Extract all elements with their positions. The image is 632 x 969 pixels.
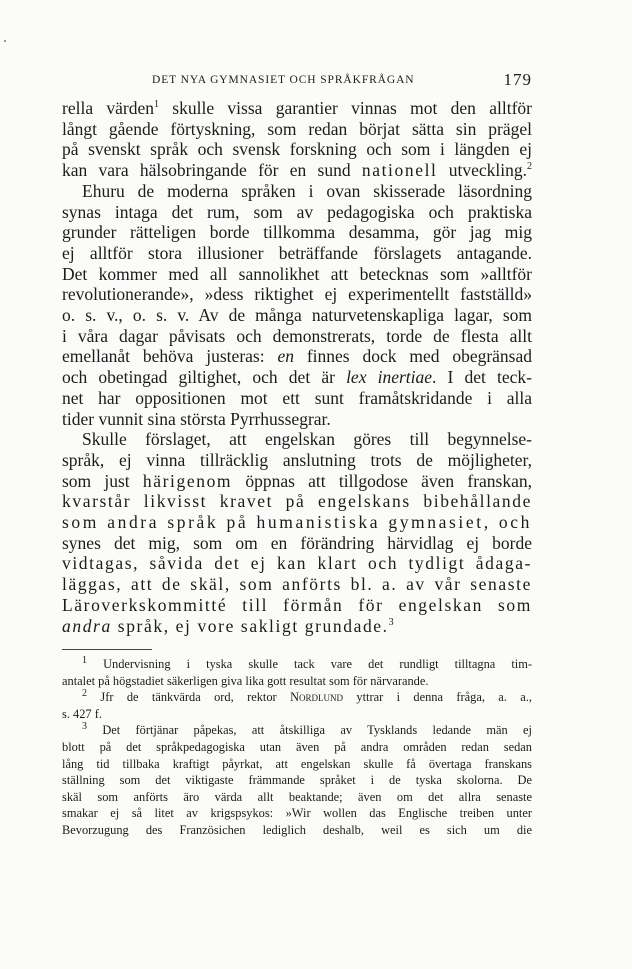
- text-line: Det kommer med all sannolikhet att betecknas som »alltför: [62, 263, 532, 284]
- footnote-3: $^3$ Det förtjänar påpekas, att åtskilliga av Tysklands ledande män ej: [82, 721, 532, 738]
- footnote-line: skäl som anförts äro värda allt beaktande; även om det allra senaste: [62, 789, 532, 804]
- text-line: revolutionerande», »dess riktighet ej experimentellt fastställd»: [62, 284, 532, 305]
- text-line: Läroverkskommitté till förmån för engelskan som: [62, 594, 532, 615]
- text-line: synes det mig, som om en förändring härvidlag ej borde: [62, 532, 532, 553]
- page-header: [62, 72, 532, 94]
- text-line: långt gående förtyskning, som redan börjat sätta sin prägel: [62, 118, 532, 139]
- footnotes: [62, 656, 532, 839]
- footnote-2: $^2$ Jfr de tänkvärda ord, rektor Nordlund yttrar i denna fråga, a. a.,: [82, 688, 532, 705]
- text-line: som just härigenom öppnas att tillgodose även franskan,: [62, 470, 532, 491]
- paragraph-start: Skulle förslaget, att engelskan göres till begynnelse-: [82, 429, 532, 450]
- scan-speck: [4, 40, 6, 42]
- footnote-line: ställning som det viktigaste främmande språket i de tyska skolorna. De: [62, 773, 532, 788]
- page-number: 179: [503, 70, 532, 89]
- text-line: på svenskt språk och svensk forskning och som i längden ej: [62, 139, 532, 160]
- text-line: kan vara hälsobringande för en sund nationell utveckling.$^2$: [62, 160, 533, 181]
- footnote-ref-1: 1: [154, 99, 159, 111]
- text-line: läggas, att de skäl, som anförts bl. a. av vår senaste: [62, 574, 532, 595]
- text-line: språk, ej vinna tillräcklig anslutning trots de möjligheter,: [62, 449, 532, 470]
- footnote-ref-2: 2: [527, 161, 533, 173]
- emphasis: en: [277, 346, 294, 367]
- text-line: ej alltför stora illusioner beträffande förslagets antagande.: [62, 242, 532, 263]
- paragraph-end: andra språk, ej vore sakligt grundade.$^3$: [62, 615, 396, 636]
- footnote-line: Bevorzugung des Französichen lediglich deshalb, weil es sich um die: [62, 822, 532, 837]
- emphasis: andra: [62, 615, 112, 636]
- paragraph-start: Ehuru de moderna språken i ovan skisserade läsordning: [82, 180, 532, 201]
- footnote-line: smakar ej så litet av krigspsykos: »Wir wollen das Englische treiben unter: [62, 806, 532, 821]
- paragraph-end: tider vunnit sina största Pyrrhussegrar.: [62, 408, 331, 429]
- text-line: som andra språk på humanistiska gymnasiet, och: [62, 512, 532, 533]
- footnote-ref-3: 3: [388, 616, 396, 628]
- text-line: kvarstår likvisst kravet på engelskans bibehållande: [62, 491, 532, 512]
- footnote-line: blott på det språkpedagogiska utan även på andra områden redan sedan: [62, 739, 532, 754]
- footnote-line: s. 427 f.: [62, 706, 102, 721]
- footnote-line: antalet på högstadiet säkerligen giva lika gott resultat som för närvarande.: [62, 673, 429, 688]
- text-line: emellanåt behöva justeras: en finnes dock med obegränsad: [62, 346, 533, 367]
- text-line: synas intaga det rum, som av pedagogiska och praktiska: [62, 201, 532, 222]
- footnote-1: $^1$ Undervisning i tyska skulle tack vare det rundligt tilltagna tim-: [82, 654, 532, 671]
- text-line: grunder rätteligen borde tillkomma desamma, gör jag mig: [62, 222, 532, 243]
- text-line: net har oppositionen mot ett sunt framåtskridande i alla: [62, 387, 532, 408]
- running-title: DET NYA GYMNASIET OCH SPRÅKFRÅGAN: [152, 74, 415, 86]
- footnote-divider: [62, 649, 152, 650]
- text-line: vidtagas, såvida det ej kan klart och tydligt ådaga-: [62, 553, 532, 574]
- text-line: o. s. v., o. s. v. Av de många naturvetenskapliga lagar, som: [62, 305, 532, 326]
- latin-term: lex inertiae: [346, 367, 433, 388]
- body-text: [62, 98, 532, 636]
- text-line: och obetingad giltighet, och det är lex inertiae. I det teck-: [62, 367, 533, 388]
- author-name: Nordlund: [290, 690, 344, 705]
- footnote-line: lång tid tillbaka kraftigt påyrkat, att engelskan skulle få övertaga franskans: [62, 756, 532, 771]
- text-line: i våra dagar påvisats och demonstrerats, torde de flesta allt: [62, 325, 532, 346]
- text-line: rella värden$^1$ skulle vissa garantier vinnas mot den alltför: [62, 98, 532, 118]
